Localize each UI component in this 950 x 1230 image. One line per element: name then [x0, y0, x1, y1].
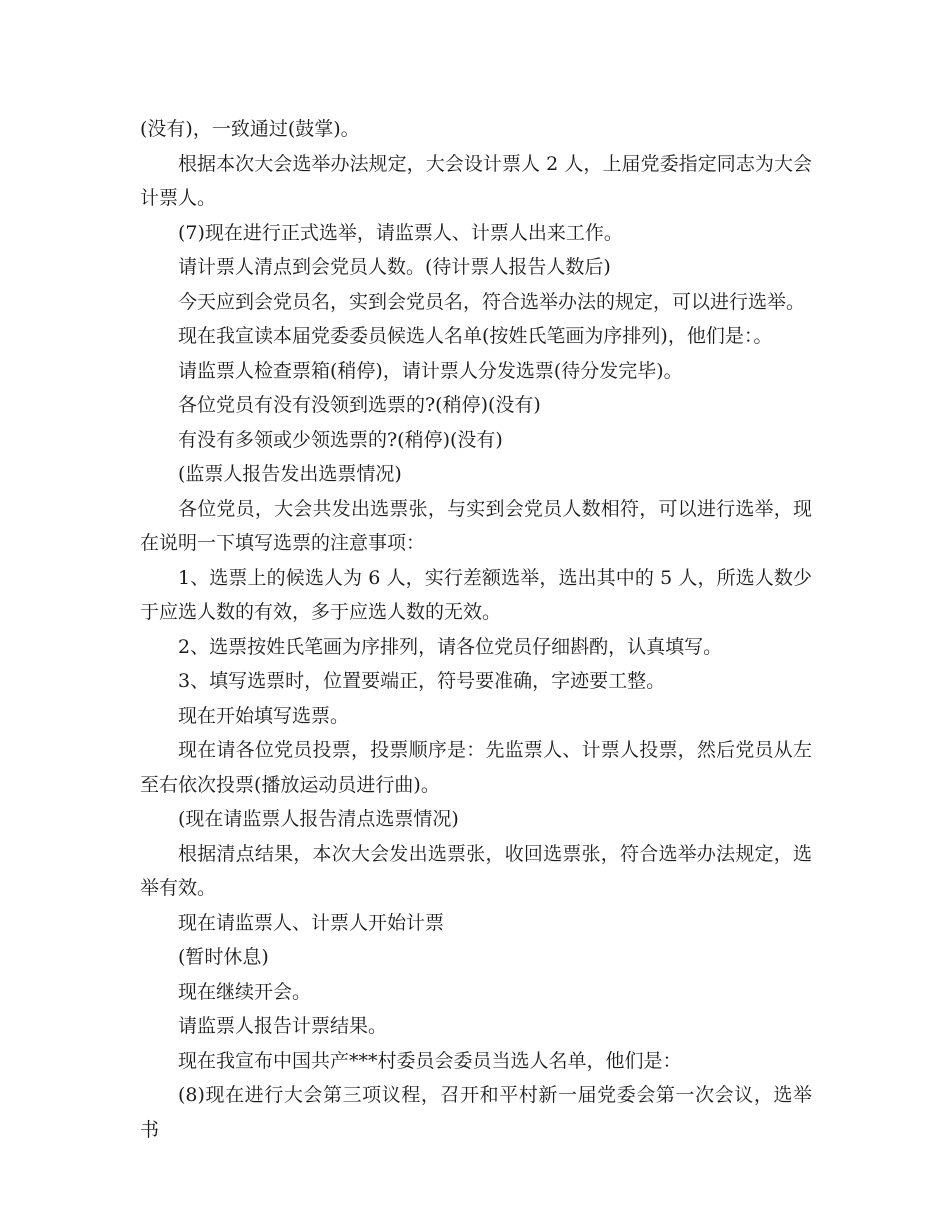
paragraph-15: 现在开始填写选票。 [178, 704, 350, 727]
paragraph-11: 各位党员，大会共发出选票张，与实到会党员人数相符，可以进行选举，现在说明一下填写选票的注意事项： [140, 497, 812, 554]
paragraph-18: 根据清点结果，本次大会发出选票张，收回选票张，符合选举办法规定，选举有效。 [140, 842, 812, 899]
paragraph-19: 现在请监票人、计票人开始计票 [178, 911, 445, 934]
paragraph-24: (8)现在进行大会第三项议程，召开和平村新一届党委会第一次会议，选举书 [140, 1084, 812, 1141]
paragraph-1: (没有)，一致通过(鼓掌)。 [140, 118, 360, 140]
paragraph-14: 3、填写选票时，位置要端正，符号要准确，字迹要工整。 [178, 670, 666, 692]
paragraph-22: 请监票人报告计票结果。 [178, 1015, 388, 1037]
paragraph-23: 现在我宣布中国共产***村委员会委员当选人名单，他们是： [178, 1049, 682, 1072]
paragraph-5: 今天应到会党员名，实到会党员名，符合选举办法的规定，可以进行选举。 [178, 290, 806, 313]
document-body [140, 112, 812, 1147]
paragraph-9: 有没有多领或少领选票的?(稍停)(没有) [178, 428, 503, 451]
paragraph-12: 1、选票上的候选人为 6 人，实行差额选举，选出其中的 5 人，所选人数少于应选人数的有效，多于应选人数的无效。 [140, 566, 812, 623]
paragraph-6: 现在我宣读本届党委委员候选人名单(按姓氏笔画为序排列)，他们是：。 [178, 325, 773, 347]
paragraph-2: 根据本次大会选举办法规定，大会设计票人 2 人，上届党委指定同志为大会计票人。 [140, 152, 812, 209]
paragraph-20: (暂时休息) [178, 946, 269, 968]
paragraph-21: 现在继续开会。 [178, 980, 312, 1003]
paragraph-10: (监票人报告发出选票情况) [178, 463, 402, 485]
paragraph-7: 请监票人检查票箱(稍停)，请计票人分发选票(待分发完毕)。 [178, 359, 683, 382]
paragraph-16: 现在请各位党员投票，投票顺序是：先监票人、计票人投票，然后党员从左至右依次投票(播放运动员进行曲)。 [140, 739, 812, 796]
paragraph-4: 请计票人清点到会党员人数。(待计票人报告人数后) [178, 256, 611, 278]
paragraph-8: 各位党员有没有没领到选票的?(稍停)(没有) [178, 394, 541, 416]
paragraph-17: (现在请监票人报告清点选票情况) [178, 808, 459, 830]
paragraph-3: (7)现在进行正式选举，请监票人、计票人出来工作。 [178, 221, 623, 244]
paragraph-13: 2、选票按姓氏笔画为序排列，请各位党员仔细斟酌，认真填写。 [178, 635, 723, 658]
